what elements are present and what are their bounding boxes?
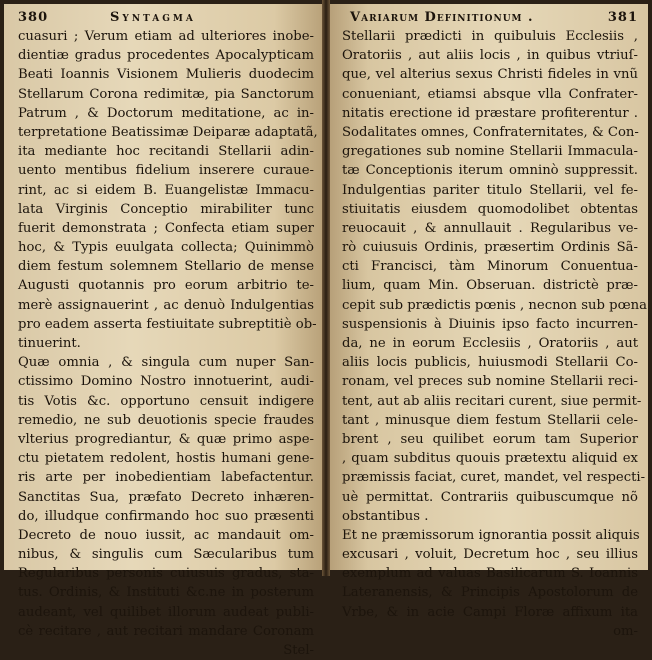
- left-text-line: terpretatione Beatissimæ Deiparæ adaptatã,: [18, 124, 318, 140]
- left-text-line: nibus, & singulis cum Sæcularibus tum: [18, 547, 314, 563]
- left-text-line: Regularibus personis cuiusuis gradus, sta-: [18, 566, 314, 582]
- left-text-line: Beati Ioannis Visionem Mulieris duodecim: [18, 67, 314, 83]
- left-text-line: ita mediante hoc recitandi Stellarii adin-: [18, 144, 314, 160]
- left-text-line: tinuerint.: [18, 336, 81, 351]
- left-text-line: Stellarum Corona redimitæ, pia Sanctorum: [18, 86, 314, 102]
- right-text-line: Oratoriis , aut aliis locis , in quibus vtriuſ-: [342, 48, 638, 64]
- right-text-line: da, ne in eorum Ecclesiis , Oratoriis , aut: [342, 336, 638, 351]
- right-text-line: uè permittat. Contrariis quibuscumque nõ: [342, 489, 638, 505]
- right-text-line: Et ne præmissorum ignorantia possit aliquis: [342, 527, 640, 543]
- left-text-line: diem festum solemnem Stellario de mense: [18, 259, 314, 275]
- left-text-line: cè recitare , aut recitari mandare Coronam: [18, 623, 314, 639]
- right-text-line: , quam subditus quouis prætextu aliquid ex: [342, 451, 638, 467]
- right-text-line: obstantibus .: [342, 508, 429, 524]
- right-text-line: cti Francisci, tàm Minorum Conuentua-: [342, 259, 638, 275]
- right-text-line: tæ Conceptionis iterum omninò suppressit.: [342, 163, 638, 179]
- left-running-title: Syntagma: [110, 10, 196, 25]
- right-text-line: aliis locis publicis, huiusmodi Stellarii Co-: [342, 355, 638, 371]
- right-text-line: Stellarii prædicti in quibuluis Ecclesiis ,: [342, 29, 638, 44]
- right-text-line: ronam, vel preces sub nomine Stellarii reci-: [342, 374, 638, 390]
- right-text-line: præmissis faciat, curet, mandet, vel respecti-: [342, 470, 646, 486]
- right-page-number: 381: [607, 10, 638, 25]
- left-text-line: do, illudque confirmando hoc suo præsenti: [18, 508, 314, 524]
- left-text-line: pro eadem asserta festiuitate subreptitiè ob-: [18, 316, 317, 332]
- right-running-head: [342, 8, 638, 27]
- right-text-line: que, vel alterius sexus Christi fideles in vnũ: [342, 67, 638, 83]
- right-page-text: [342, 27, 647, 641]
- left-text-line: Quæ omnia , & singula cum nuper San-: [18, 355, 314, 371]
- right-text-line: cepit sub prædictis pœnis , necnon sub pœna: [342, 297, 647, 313]
- left-text-line: Stel-: [283, 643, 314, 658]
- right-text-line: excusari , voluit, Decretum hoc , seu illius: [342, 547, 638, 563]
- right-text-line: rò cuiusuis Ordinis, præsertim Ordinis Sã-: [342, 240, 638, 256]
- left-text-line: dientiæ gradus procedentes Apocalypticam: [18, 48, 314, 64]
- left-text-line: Patrum , & Doctorum meditatione, ac in-: [18, 105, 314, 121]
- left-text-line: Sanctitas Sua, præfato Decreto inhæren-: [18, 489, 314, 505]
- right-text-line: tent, aut ab aliis recitari curent, siue permit-: [342, 393, 642, 409]
- right-text-line: om-: [613, 623, 638, 639]
- left-text-line: ctu pietatem redolent, hostis humani gene-: [18, 451, 314, 467]
- right-text-line: nitatis erectione id præstare profiterentur .: [342, 105, 638, 121]
- left-text-line: fuerit demonstrata ; Confecta etiam super: [18, 220, 314, 236]
- left-text-line: uento mentibus fidelium inserere curaue-: [18, 163, 314, 179]
- left-text-line: ris arte per inobedientiam labefactentur.: [18, 470, 314, 486]
- right-text-line: Sodalitates omnes, Confraternitates, & Con-: [342, 124, 639, 140]
- left-running-head: [18, 8, 314, 27]
- left-text-line: Augusti quotannis pro eorum arbitrio te-: [18, 278, 314, 294]
- right-text-line: brent , seu quilibet eorum tam Superior: [342, 431, 638, 447]
- right-running-title: Variarum Definitionum .: [350, 10, 534, 25]
- left-text-line: remedio, ne sub deuotionis specie fraudes: [18, 412, 314, 428]
- right-text-line: tant , minusque diem festum Stellarii cele-: [342, 412, 638, 428]
- left-text-line: tis Votis &c. opportuno censuit indigere: [18, 393, 314, 409]
- left-text-line: tus. Ordinis, & Instituti &c.ne in posterum: [18, 585, 314, 601]
- left-text-line: hoc, & Typis euulgata collecta; Quinimmò: [18, 240, 314, 256]
- right-text-line: Indulgentias pariter titulo Stellarii, vel fe-: [342, 182, 638, 198]
- left-page-text: [18, 27, 318, 660]
- left-page: [4, 4, 322, 658]
- right-text-line: lium, quam Min. Obseruan. districtè præ-: [342, 278, 638, 294]
- right-text-line: Vrbe, & in acie Campi Floræ affixum ita: [342, 604, 638, 620]
- left-text-line: vlterius progrediantur, & quæ primo aspe-: [18, 431, 314, 447]
- left-text-line: Decreto de nouo iussit, ac mandauit om-: [18, 527, 314, 543]
- right-text-line: stiuitatis eiusdem quomodolibet obtentas: [342, 201, 638, 217]
- right-text-line: exemplum ad valuas Basilicarum S. Ioannis: [342, 566, 638, 582]
- left-text-line: lata Virginis Conceptio mirabiliter tunc: [18, 201, 314, 217]
- left-text-line: rint, ac si eidem B. Euangelistæ Immacu-: [18, 182, 314, 198]
- right-page: [330, 4, 648, 639]
- right-text-line: suspensionis à Diuinis ipso facto incurren-: [342, 316, 638, 332]
- left-text-line: merè assignauerint , ac denuò Indulgentias: [18, 297, 314, 313]
- book-gutter: [322, 0, 330, 576]
- left-text-line: audeant, vel quilibet illorum audeat publi-: [18, 604, 314, 620]
- left-text-line: cuasuri ; Verum etiam ad ulteriores inobe-: [18, 29, 314, 44]
- right-text-line: Lateranensis, & Principis Apostolorum de: [342, 585, 638, 601]
- left-text-line: ctissimo Domino Nostro innotuerint, audi-: [18, 374, 314, 390]
- right-text-line: conueniant, etiamsi absque vlla Confrater-: [342, 86, 638, 102]
- right-text-line: gregationes sub nomine Stellarii Immacula-: [342, 144, 638, 160]
- right-text-line: reuocauit , & annullauit . Regularibus ve-: [342, 220, 638, 236]
- left-page-number: 380: [18, 10, 49, 25]
